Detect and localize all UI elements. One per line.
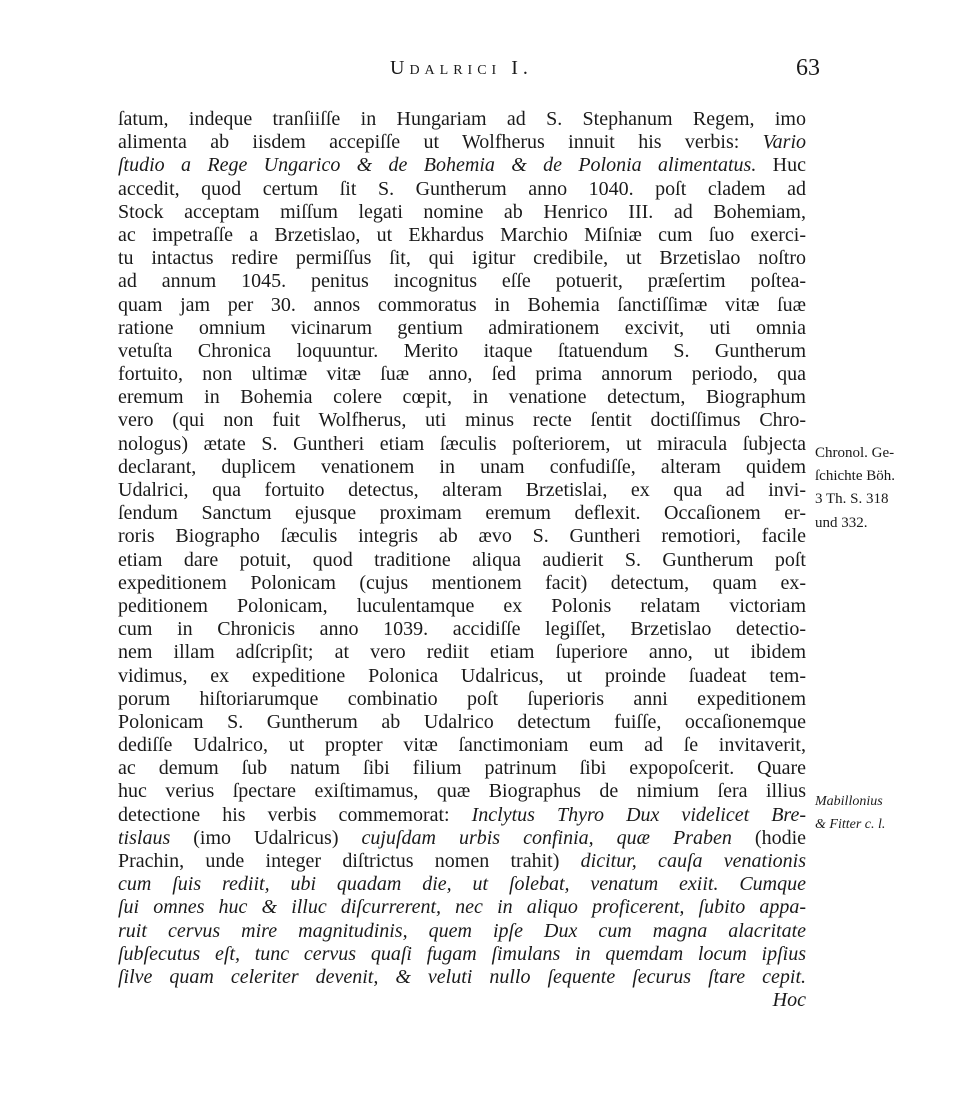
- text-line: [118, 757, 806, 780]
- text-line: [118, 896, 806, 919]
- text-line: [118, 827, 806, 850]
- text-span: alimenta ab iisdem accepiſſe ut Wolfherus innuit his verbis:: [118, 131, 763, 154]
- margin-note-line: & Fitter c. l.: [815, 817, 886, 833]
- page-header: [90, 55, 820, 91]
- text-line: [118, 780, 806, 803]
- margin-note-chronology: [815, 442, 955, 535]
- text-span: cum in Chronicis anno 1039. accidiſſe legiſſet, Brzetislao detectio-: [118, 618, 806, 641]
- italic-span: cum ſuis rediit, ubi quadam die, ut ſolebat, venatum exiit. Cumque: [118, 873, 806, 896]
- text-span: etiam dare potuit, quod traditione aliqua audierit S. Guntherum poſt: [118, 548, 806, 571]
- text-span: fortuito, non ultimæ vitæ ſuæ anno, ſed prima annorum periodo, qua: [118, 363, 806, 386]
- text-line: [118, 363, 806, 386]
- text-line: [118, 688, 806, 711]
- text-line: [118, 479, 806, 502]
- text-span: huc verius ſpectare exiſtimamus, quæ Biographus de nimium ſera illius: [118, 780, 806, 803]
- text-line: [118, 525, 806, 548]
- text-line: [118, 409, 806, 432]
- text-span: ratione omnium vicinarum gentium admirationem excivit, uti omnia: [118, 316, 806, 339]
- text-span: vetuſta Chronica loquuntur. Merito itaque ſtatuendum S. Guntherum: [118, 339, 806, 362]
- text-span: (imo Udalricus): [170, 826, 362, 849]
- text-span: (hodie: [731, 826, 807, 849]
- margin-note-line: 3 Th. S. 318: [815, 491, 889, 508]
- italic-span: ſui omnes huc & illuc diſcurrerent, nec in aliquo proficerent, ſubito appa-: [118, 896, 806, 919]
- text-line: [118, 386, 806, 409]
- italic-span: dicitur, cauſa venationis: [580, 850, 806, 872]
- text-line: [118, 618, 806, 641]
- body-text: [118, 108, 806, 1012]
- text-span: tu intactus redire permiſſus ſit, qui igitur credibile, ut Brzetislao noſtro: [118, 247, 806, 270]
- text-line: [118, 711, 806, 734]
- margin-note-line: Chronol. Ge-: [815, 445, 895, 461]
- text-span: quam jam per 30. annos commoratus in Bohemia ſanctiſſimæ vitæ ſuæ: [118, 293, 806, 316]
- text-line: [118, 665, 806, 688]
- text-line: [118, 270, 806, 293]
- text-line: [118, 920, 806, 943]
- text-line: [118, 873, 806, 896]
- italic-span: Vario: [762, 131, 806, 154]
- text-line: [118, 989, 806, 1012]
- text-line: [118, 317, 806, 340]
- text-line: [118, 734, 806, 757]
- margin-note-line: und 332.: [815, 514, 868, 531]
- text-line: [118, 247, 806, 270]
- page-number: 63: [796, 55, 820, 81]
- text-line: [118, 178, 806, 201]
- text-span: ſatum, indeque tranſiiſſe in Hungariam ad S. Stephanum Regem, imo: [118, 108, 806, 130]
- italic-span: ruit cervus mire magnitudinis, quem ipſe Dux cum magna alacritate: [118, 919, 806, 942]
- text-line: [118, 572, 806, 595]
- text-span: Stock acceptam miſſum legati nomine ab Henrico III. ad Bohemiam,: [118, 200, 806, 223]
- text-span: eremum in Bohemia colere cœpit, in venatione detectum, Biographum: [118, 386, 806, 409]
- italic-span: tislaus: [118, 826, 171, 849]
- text-span: detectione his verbis commemorat:: [118, 803, 472, 826]
- text-span: nologus) ætate S. Guntheri etiam ſæculis poſteriorem, ut miracula ſubjecta: [118, 432, 806, 455]
- text-span: roris Biographo ſæculis integris ab ævo S. Guntheri remotiori, facile: [118, 525, 806, 548]
- text-span: porum hiſtoriarumque combinatio poſt ſuperioris anni expeditionem: [118, 687, 806, 710]
- text-span: declarant, duplicem venationem in unam confudiſſe, alteram quidem: [118, 455, 806, 478]
- text-line: [118, 804, 806, 827]
- text-span: vero (qui non fuit Wolfherus, uti minus recte ſentit doctiſſimus Chro-: [118, 409, 806, 432]
- italic-span: ſubſecutus eſt, tunc cervus quaſi fugam ſimulans in quemdam locum ipſius: [118, 942, 806, 965]
- text-line: [118, 641, 806, 664]
- text-span: ac impetraſſe a Brzetislao, ut Ekhardus Marchio Miſniæ cum ſuo exerci-: [118, 223, 806, 246]
- text-line: [118, 433, 806, 456]
- text-line: [118, 201, 806, 224]
- margin-note-mabillon: [815, 790, 955, 836]
- text-span: expeditionem Polonicam (cujus mentionem facit) detectum, quam ex-: [118, 571, 806, 594]
- text-span: ad annum 1045. penitus incognitus eſſe potuerit, præſertim poſtea-: [118, 270, 806, 293]
- text-line: [118, 108, 806, 131]
- text-line: [118, 549, 806, 572]
- text-span: vidimus, ex expeditione Polonica Udalricus, ut proinde ſuadeat tem-: [118, 664, 806, 687]
- italic-span: ſilve quam celeriter devenit, & veluti nullo ſequente ſecurus ſtare cepit.: [118, 965, 806, 988]
- text-line: [118, 943, 806, 966]
- italic-span: cujuſdam urbis confinia, quæ Praben: [361, 826, 732, 849]
- text-span: peditionem Polonicam, luculentamque ex Polonis relatam victoriam: [118, 594, 806, 617]
- text-line: [118, 595, 806, 618]
- running-head: Udalrici I.: [390, 57, 533, 79]
- italic-span: Hoc: [772, 989, 806, 1012]
- text-line: [118, 340, 806, 363]
- text-line: [118, 850, 806, 873]
- text-line: [118, 131, 806, 154]
- text-span: Udalrici, qua fortuito detectus, alteram Brzetislai, ex qua ad invi-: [118, 479, 806, 501]
- text-line: [118, 966, 806, 989]
- margin-note-line: Mabillonius: [815, 794, 883, 809]
- text-line: [118, 154, 806, 177]
- text-span: Huc: [756, 154, 807, 177]
- text-span: Polonicam S. Guntherum ab Udalrico detectum fuiſſe, occaſionemque: [118, 710, 806, 733]
- margin-note-line: ſchichte Böh.: [815, 468, 895, 485]
- text-span: dediſſe Udalrico, ut propter vitæ ſanctimoniam eum ad ſe invitaverit,: [118, 734, 806, 757]
- text-span: ac demum ſub natum ſibi filium patrinum ſibi expopoſcerit. Quare: [118, 757, 806, 780]
- italic-span: ſtudio a Rege Ungarico & de Bohemia & de Polonia alimentatus.: [118, 154, 757, 177]
- text-span: accedit, quod certum ſit S. Guntherum anno 1040. poſt cladem ad: [118, 177, 806, 200]
- text-line: [118, 294, 806, 317]
- text-span: ſendum Sanctum ejusque proximam eremum deflexit. Occaſionem er-: [118, 502, 806, 525]
- text-span: nem illam adſcripſit; at vero rediit etiam ſuperiore anno, ut ibidem: [118, 641, 806, 664]
- text-span: Prachin, unde integer diſtrictus nomen trahit): [118, 850, 581, 872]
- italic-span: Inclytus Thyro Dux videlicet Bre-: [471, 803, 807, 826]
- text-line: [118, 502, 806, 525]
- text-line: [118, 224, 806, 247]
- text-line: [118, 456, 806, 479]
